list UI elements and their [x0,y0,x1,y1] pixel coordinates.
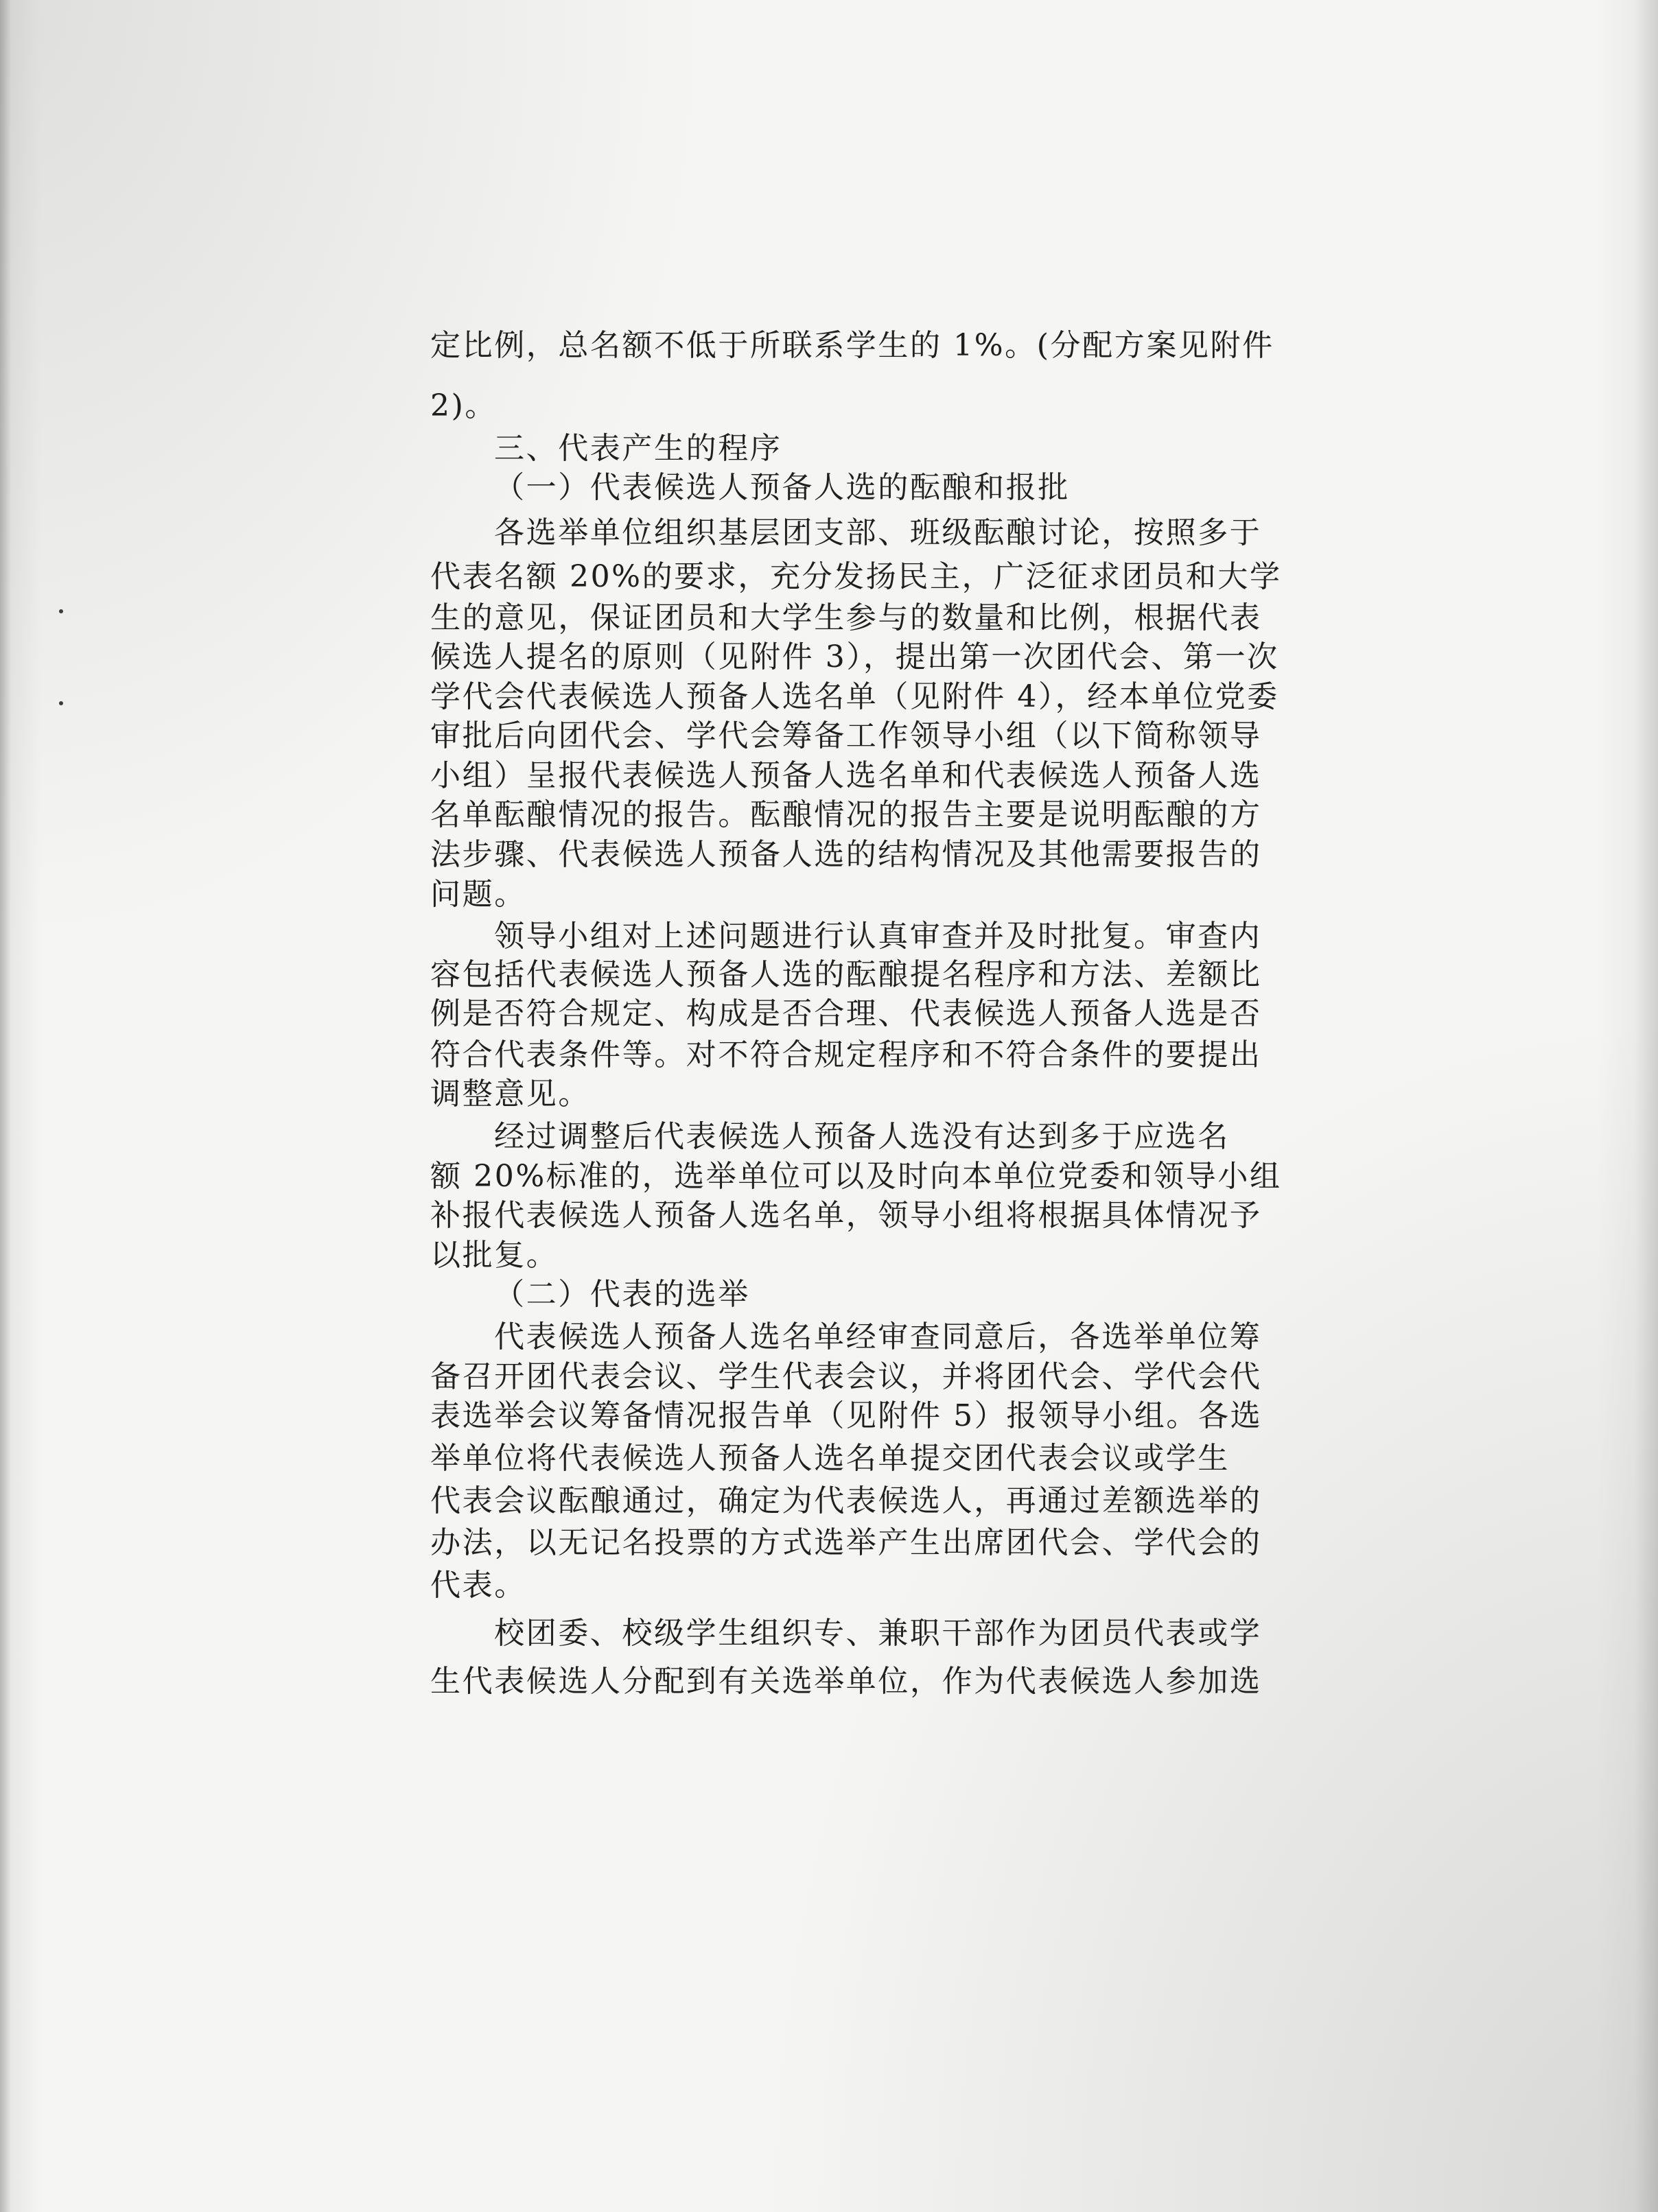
text-line: 校团委、校级学生组织专、兼职干部作为团员代表或学 [494,1616,1262,1651]
text-line: 定比例，总名额不低于所联系学生的 1%。(分配方案见附件 [430,328,1274,363]
text-line: 代表会议酝酿通过，确定为代表候选人，再通过差额选举的 [430,1483,1262,1518]
text-line: 代表候选人预备人选名单经审查同意后，各选举单位筹 [494,1319,1262,1354]
text-line: 例是否符合规定、构成是否合理、代表候选人预备人选是否 [430,996,1262,1031]
text-line: 表选举会议筹备情况报告单（见附件 5）报领导小组。各选 [430,1398,1263,1433]
section-heading: 三、代表产生的程序 [494,431,782,466]
text-line: 符合代表条件等。对不符合规定程序和不符合条件的要提出 [430,1037,1262,1072]
text-line: 调整意见。 [430,1076,590,1111]
text-line: 生的意见，保证团员和大学生参与的数量和比例，根据代表 [430,600,1262,635]
text-line: 审批后向团代会、学代会筹备工作领导小组（以下简称领导 [430,718,1262,753]
text-line: 办法，以无记名投票的方式选举产生出席团代会、学代会的 [430,1525,1262,1560]
text-line: 代表。 [430,1568,526,1603]
text-line: 额 20%标准的，选举单位可以及时向本单位党委和领导小组 [430,1159,1282,1194]
text-line: 代表名额 20%的要求，充分发扬民主，广泛征求团员和大学 [430,559,1282,594]
text-line: 2)。 [430,388,497,423]
text-line: 问题。 [430,877,526,912]
scan-speck [59,701,63,705]
text-line: 小组）呈报代表候选人预备人选名单和代表候选人预备人选 [430,758,1262,793]
text-line: 各选举单位组织基层团支部、班级酝酿讨论，按照多于 [494,515,1262,550]
text-line: 生代表候选人分配到有关选举单位，作为代表候选人参加选 [430,1664,1262,1699]
text-line: 备召开团代表会议、学生代表会议，并将团代会、学代会代 [430,1359,1262,1394]
scan-speck [59,609,63,613]
text-line: 名单酝酿情况的报告。酝酿情况的报告主要是说明酝酿的方 [430,797,1262,832]
subsection-heading: （一）代表候选人预备人选的酝酿和报批 [494,470,1070,505]
text-line: 法步骤、代表候选人预备人选的结构情况及其他需要报告的 [430,837,1262,872]
text-line: 举单位将代表候选人预备人选名单提交团代表会议或学生 [430,1441,1230,1476]
text-line: 学代会代表候选人预备人选名单（见附件 4），经本单位党委 [430,679,1279,714]
text-line: 领导小组对上述问题进行认真审查并及时批复。审查内 [494,919,1262,954]
subsection-heading: （二）代表的选举 [494,1277,750,1312]
text-line: 容包括代表候选人预备人选的酝酿提名程序和方法、差额比 [430,957,1262,992]
text-line: 经过调整后代表候选人预备人选没有达到多于应选名 [494,1119,1230,1154]
text-line: 补报代表候选人预备人选名单，领导小组将根据具体情况予 [430,1198,1262,1233]
text-line: 以批复。 [430,1238,559,1273]
text-line: 候选人提名的原则（见附件 3），提出第一次团代会、第一次 [430,639,1279,674]
